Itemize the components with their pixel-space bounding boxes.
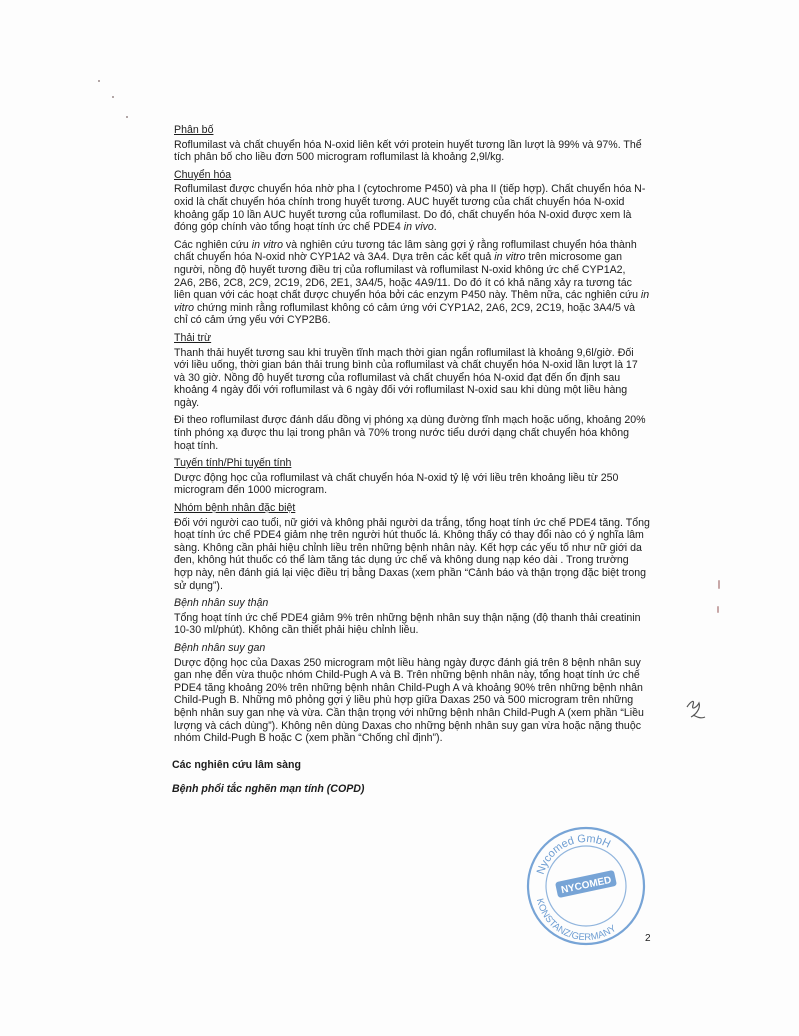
section-heading-linearity: Tuyến tính/Phi tuyến tính <box>174 457 292 470</box>
company-stamp <box>520 824 652 948</box>
scan-speck <box>112 96 114 98</box>
paragraph-metabolism: Roflumilast được chuyển hóa nhờ pha I (cytochrome P450) và pha II (tiếp hợp). Chất chuyển hóa N-oxid là chất chuyển hóa chính trong huyết tương. AUC huyết tương của chất chuyển hóa N-oxid khoảng gấp 10 lần AUC huyết tương của roflumilast. Do đó, chất chuyển hóa N-oxid được xem là đóng góp chính vào tổng hoạt tính ức chế PDE4 in vivo. <box>174 183 646 234</box>
paragraph-renal: Tổng hoạt tính ức chế PDE4 giảm 9% trên những bệnh nhân suy thận nặng (độ thanh thải creatinin 10-30 ml/phút). Không cần thiết phải hiệu chỉnh liều. <box>174 611 641 637</box>
scan-mark <box>718 580 720 589</box>
section-heading-special-populations: Nhóm bệnh nhân đặc biệt <box>174 502 296 515</box>
scan-mark <box>717 606 719 613</box>
stamp-bottom-text: KONSTANZ/GERMANY <box>533 897 619 944</box>
subheading-hepatic: Bệnh nhân suy gan <box>174 641 266 654</box>
svg-text:Nycomed GmbH <box>535 833 613 876</box>
paragraph-special-populations: Đối với người cao tuổi, nữ giới và không phải người da trắng, tổng hoạt tính ức chế PDE4 tăng. Tổng hoạt tính ức chế PDE4 giảm nhẹ trên người hút thuốc lá. Không thấy có thay đổi nào có ý nghĩa lâm sàng. Không cần phải hiệu chỉnh liều trên những bệnh nhân này. Kết hợp các yếu tố như nữ giới da đen, không hút thuốc có thể làm tăng tác dụng ức chế và không dung nạp kéo dài . Trong trường hợp này, nên đánh giá lại việc điều trị bằng Daxas (xem phần “Cảnh báo và thận trọng đặc biệt trong sử dụng”). <box>174 516 650 592</box>
paragraph-metabolism-interactions: Các nghiên cứu in vitro và nghiên cứu tương tác lâm sàng gợi ý rằng roflumilast chuyển hóa thành chất chuyển hóa N-oxid nhờ CYP1A2 và 3A4. Dựa trên các kết quả in vitro trên microsome gan người, nồng độ huyết tương điều trị của roflumilast và roflumilast N-oxid không ức chế CYP1A2, 2A6, 2B6, 2C8, 2C9, 2C19, 2D6, 2E1, 3A4/5, hoặc 4A9/11. Do đó ít có khả năng xảy ra tương tác liên quan với các hoạt chất được chuyển hóa bởi các enzym P450 này. Thêm nữa, các nghiên cứu in vitro chứng minh rằng roflumilast không có cảm ứng với CYP1A2, 2A6, 2C9, 2C19, hoặc 3A4/5 và chỉ có cảm ứng yếu với CYP2B6. <box>174 238 650 327</box>
page-number: 2 <box>645 933 651 944</box>
section-heading-elimination: Thải trừ <box>174 331 212 344</box>
paragraph-elimination-1: Thanh thải huyết tương sau khi truyền tĩnh mạch thời gian ngắn roflumilast là khoảng 9,6l/giờ. Đối với liều uống, thời gian bán thải trung bình của roflumilast và chất chuyển hóa N-oxid lần lượt là 17 và 30 giờ. Nồng độ huyết tương của roflumilast và chất chuyển hóa N-oxid đạt đến ổn định sau khoảng 4 ngày đối với roflumilast và 6 ngày đối với roflumilast N-oxid sau khi dùng một liều hàng ngày. <box>174 346 638 409</box>
signature-mark <box>683 693 709 727</box>
paragraph-elimination-2: Đi theo roflumilast được đánh dấu đồng vị phóng xạ dùng đường tĩnh mạch hoặc uống, khoảng 20% tính phóng xạ được thu lại trong phân và 70% trong nước tiểu dưới dạng chất chuyển hóa không hoạt tính. <box>174 414 646 452</box>
section-heading-clinical-studies: Các nghiên cứu lâm sàng <box>172 758 301 771</box>
subheading-renal: Bệnh nhân suy thận <box>174 597 269 610</box>
section-heading-distribution: Phân bố <box>174 124 214 136</box>
paragraph-distribution: Roflumilast và chất chuyển hóa N-oxid liên kết với protein huyết tương lần lượt là 99% và 97%. Thể tích phân bố cho liều đơn 500 microgram roflumilast là khoảng 2,9l/kg. <box>174 138 642 164</box>
paragraph-hepatic: Dược động học của Daxas 250 microgram một liều hàng ngày được đánh giá trên 8 bệnh nhân suy gan nhẹ đến vừa thuộc nhóm Child-Pugh A và B. Trên những bệnh nhân này, tổng hoạt tính ức chế PDE4 tăng khoảng 20% trên những bệnh nhân Child-Pugh A và khoảng 90% trên những bệnh nhân Child-Pugh B. Những mô phỏng gợi ý liều phù hợp giữa Daxas 250 và 500 microgram trên những bệnh nhân suy gan nhẹ và vừa. Cần thận trọng với những bệnh nhân Child-Pugh A (xem phần “Liều lượng và cách dùng”). Không nên dùng Daxas cho những bệnh nhân suy gan vừa hoặc nặng thuộc nhóm Child-Pugh B hoặc C (xem phần “Chống chỉ định”). <box>174 656 644 745</box>
scan-speck <box>98 80 100 82</box>
scan-speck <box>126 116 128 118</box>
section-heading-copd: Bệnh phổi tắc nghẽn mạn tính (COPD) <box>172 783 365 796</box>
stamp-center-text: NYCOMED <box>560 874 613 897</box>
section-heading-metabolism: Chuyển hóa <box>174 168 232 181</box>
paragraph-linearity: Dược động học của roflumilast và chất chuyển hóa N-oxid tỷ lệ với liều trên khoảng liều từ 250 microgram đến 1000 microgram. <box>174 471 619 497</box>
document-body <box>172 124 650 796</box>
stamp-top-text: Nycomed GmbH <box>534 832 613 877</box>
